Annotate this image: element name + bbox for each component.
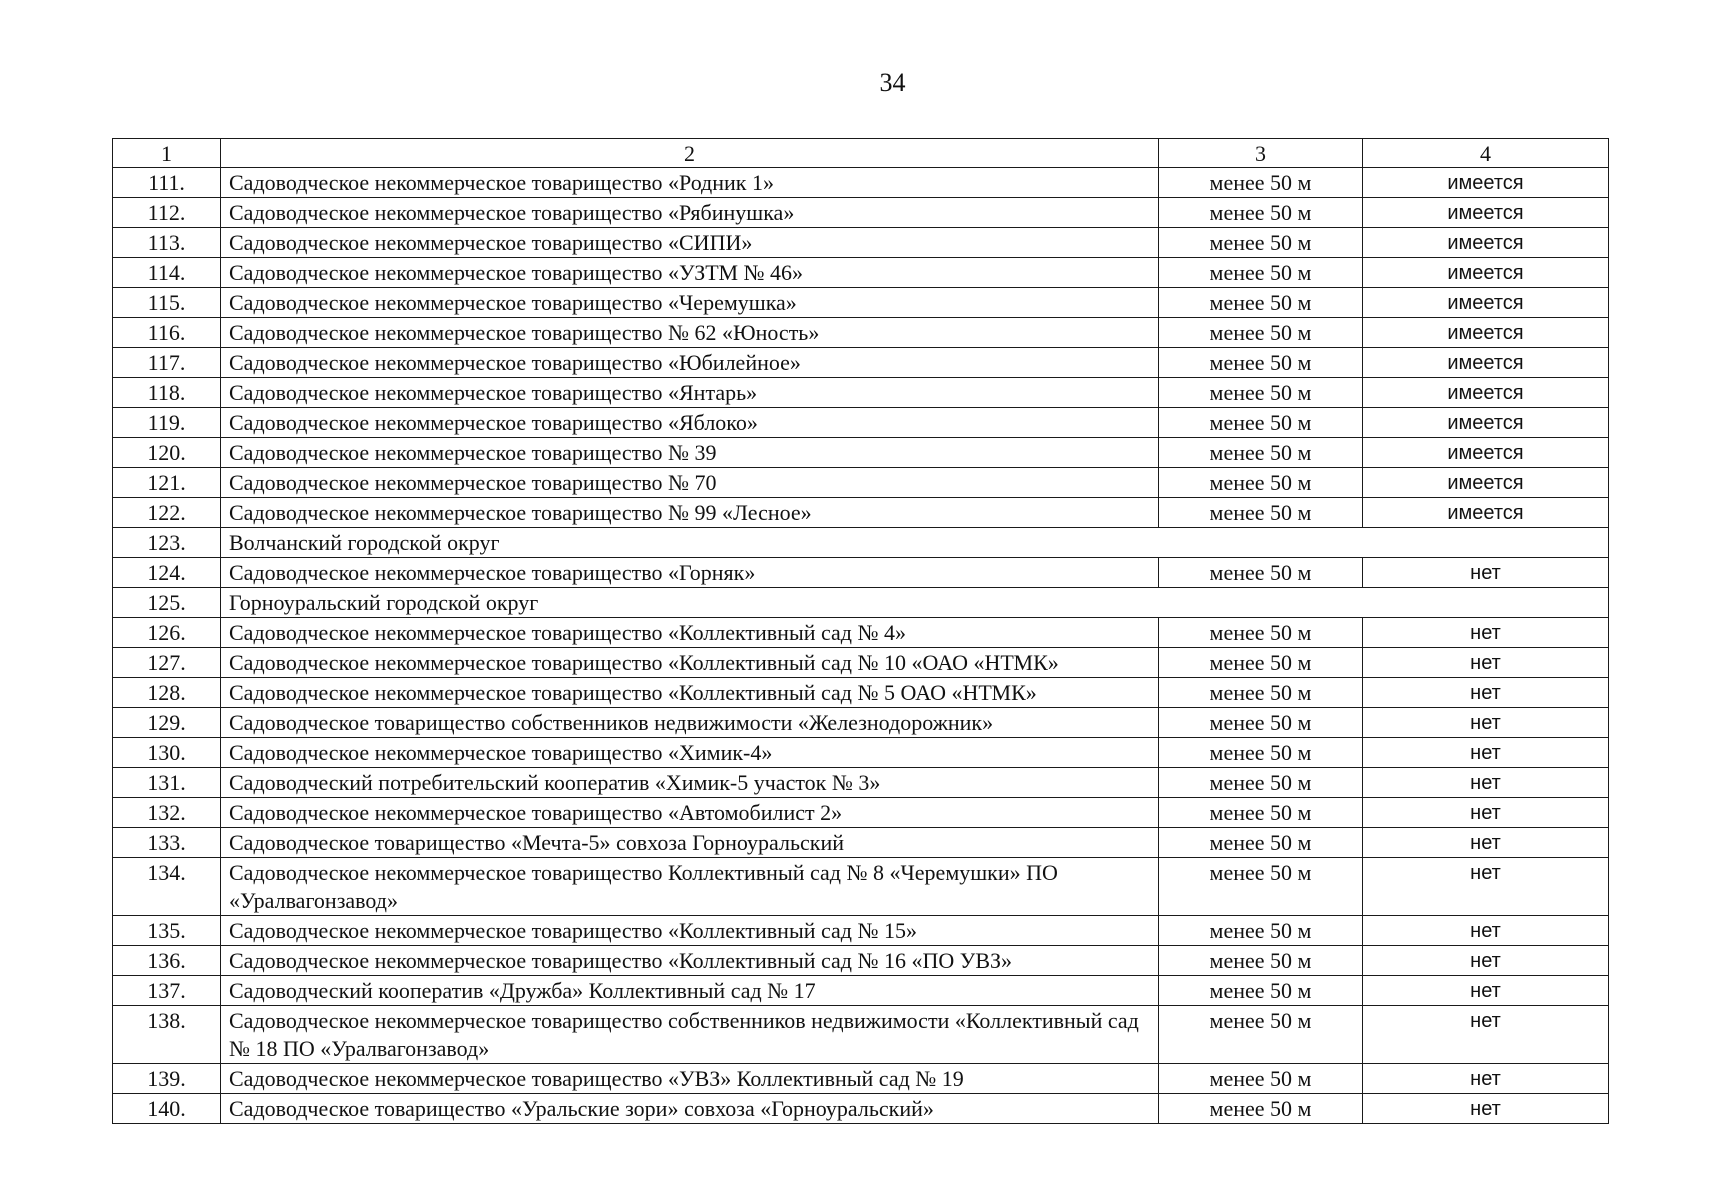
table-row xyxy=(113,198,1609,228)
distance-cell: менее 50 м xyxy=(1159,648,1363,678)
availability-cell: имеется xyxy=(1363,378,1609,408)
table-row xyxy=(113,708,1609,738)
section-title: Горноуральский городской округ xyxy=(221,588,1609,618)
table-row xyxy=(113,678,1609,708)
availability-cell: нет xyxy=(1363,1006,1609,1064)
organization-name: Садоводческое некоммерческое товарищество «Черемушка» xyxy=(221,288,1159,318)
page-number: 34 xyxy=(879,68,906,97)
row-number: 121. xyxy=(113,468,221,498)
data-table xyxy=(112,138,1609,1124)
distance-cell: менее 50 м xyxy=(1159,1094,1363,1124)
distance-cell: менее 50 м xyxy=(1159,618,1363,648)
table-row xyxy=(113,618,1609,648)
row-number: 134. xyxy=(113,858,221,916)
section-row xyxy=(113,588,1609,618)
table-row xyxy=(113,228,1609,258)
distance-cell: менее 50 м xyxy=(1159,976,1363,1006)
availability-cell: имеется xyxy=(1363,318,1609,348)
distance-cell: менее 50 м xyxy=(1159,678,1363,708)
row-number: 112. xyxy=(113,198,221,228)
distance-cell: менее 50 м xyxy=(1159,738,1363,768)
distance-cell: менее 50 м xyxy=(1159,408,1363,438)
distance-cell: менее 50 м xyxy=(1159,916,1363,946)
row-number: 140. xyxy=(113,1094,221,1124)
table-row xyxy=(113,1064,1609,1094)
organization-name: Садоводческое некоммерческое товарищество «УЗТМ № 46» xyxy=(221,258,1159,288)
row-number: 114. xyxy=(113,258,221,288)
row-number: 116. xyxy=(113,318,221,348)
organization-name: Садоводческое товарищество собственников недвижимости «Железнодорожник» xyxy=(221,708,1159,738)
distance-cell: менее 50 м xyxy=(1159,768,1363,798)
distance-cell: менее 50 м xyxy=(1159,378,1363,408)
table-row xyxy=(113,408,1609,438)
table-body xyxy=(113,168,1609,1124)
row-number: 117. xyxy=(113,348,221,378)
distance-cell: менее 50 м xyxy=(1159,228,1363,258)
organization-name: Садоводческое некоммерческое товарищество № 70 xyxy=(221,468,1159,498)
table-row xyxy=(113,768,1609,798)
table-row xyxy=(113,858,1609,916)
organization-name: Садоводческое некоммерческое товарищество «Горняк» xyxy=(221,558,1159,588)
table-row xyxy=(113,288,1609,318)
availability-cell: нет xyxy=(1363,916,1609,946)
organization-name: Садоводческий потребительский кооператив «Химик-5 участок № 3» xyxy=(221,768,1159,798)
organization-name: Садоводческое товарищество «Уральские зори» совхоза «Горноуральский» xyxy=(221,1094,1159,1124)
availability-cell: нет xyxy=(1363,946,1609,976)
organization-name: Садоводческое некоммерческое товарищество «УВЗ» Коллективный сад № 19 xyxy=(221,1064,1159,1094)
availability-cell: нет xyxy=(1363,1094,1609,1124)
section-row xyxy=(113,528,1609,558)
availability-cell: имеется xyxy=(1363,168,1609,198)
row-number: 131. xyxy=(113,768,221,798)
organization-name: Садоводческое некоммерческое товарищество «Коллективный сад № 15» xyxy=(221,916,1159,946)
organization-name: Садоводческое некоммерческое товарищество «Химик-4» xyxy=(221,738,1159,768)
availability-cell: нет xyxy=(1363,678,1609,708)
distance-cell: менее 50 м xyxy=(1159,498,1363,528)
row-number: 119. xyxy=(113,408,221,438)
availability-cell: имеется xyxy=(1363,498,1609,528)
organization-name: Садоводческое некоммерческое товарищество «Автомобилист 2» xyxy=(221,798,1159,828)
row-number: 120. xyxy=(113,438,221,468)
table-row xyxy=(113,828,1609,858)
table-row xyxy=(113,558,1609,588)
organization-name: Садоводческое некоммерческое товарищество «Коллективный сад № 5 ОАО «НТМК» xyxy=(221,678,1159,708)
distance-cell: менее 50 м xyxy=(1159,858,1363,916)
table-row xyxy=(113,916,1609,946)
organization-name: Садоводческое некоммерческое товарищество «Коллективный сад № 16 «ПО УВЗ» xyxy=(221,946,1159,976)
row-number: 130. xyxy=(113,738,221,768)
header-col-4: 4 xyxy=(1363,139,1609,168)
organization-name: Садоводческое некоммерческое товарищество № 39 xyxy=(221,438,1159,468)
distance-cell: менее 50 м xyxy=(1159,946,1363,976)
table-row xyxy=(113,1006,1609,1064)
row-number: 124. xyxy=(113,558,221,588)
row-number: 129. xyxy=(113,708,221,738)
availability-cell: нет xyxy=(1363,828,1609,858)
row-number: 128. xyxy=(113,678,221,708)
header-col-3: 3 xyxy=(1159,139,1363,168)
row-number: 123. xyxy=(113,528,221,558)
distance-cell: менее 50 м xyxy=(1159,288,1363,318)
table-row xyxy=(113,318,1609,348)
organization-name: Садоводческое некоммерческое товарищество № 62 «Юность» xyxy=(221,318,1159,348)
distance-cell: менее 50 м xyxy=(1159,1064,1363,1094)
organization-name: Садоводческое некоммерческое товарищество «Коллективный сад № 10 «ОАО «НТМК» xyxy=(221,648,1159,678)
row-number: 125. xyxy=(113,588,221,618)
row-number: 138. xyxy=(113,1006,221,1064)
organization-name: Садоводческое некоммерческое товарищество «Родник 1» xyxy=(221,168,1159,198)
table-row xyxy=(113,438,1609,468)
organization-name: Садоводческое некоммерческое товарищество «Яблоко» xyxy=(221,408,1159,438)
organization-name: Садоводческое некоммерческое товарищество «Юбилейное» xyxy=(221,348,1159,378)
distance-cell: менее 50 м xyxy=(1159,468,1363,498)
availability-cell: имеется xyxy=(1363,258,1609,288)
row-number: 126. xyxy=(113,618,221,648)
distance-cell: менее 50 м xyxy=(1159,798,1363,828)
availability-cell: имеется xyxy=(1363,198,1609,228)
row-number: 132. xyxy=(113,798,221,828)
section-title: Волчанский городской округ xyxy=(221,528,1609,558)
table-row xyxy=(113,498,1609,528)
row-number: 118. xyxy=(113,378,221,408)
organization-name: Садоводческое некоммерческое товарищество № 99 «Лесное» xyxy=(221,498,1159,528)
availability-cell: нет xyxy=(1363,648,1609,678)
organization-name: Садоводческое некоммерческое товарищество «Янтарь» xyxy=(221,378,1159,408)
row-number: 139. xyxy=(113,1064,221,1094)
organization-name: Садоводческое некоммерческое товарищество «СИПИ» xyxy=(221,228,1159,258)
table-row xyxy=(113,348,1609,378)
availability-cell: нет xyxy=(1363,738,1609,768)
availability-cell: нет xyxy=(1363,708,1609,738)
availability-cell: нет xyxy=(1363,798,1609,828)
row-number: 122. xyxy=(113,498,221,528)
availability-cell: имеется xyxy=(1363,468,1609,498)
availability-cell: нет xyxy=(1363,618,1609,648)
table-row xyxy=(113,798,1609,828)
table-row xyxy=(113,258,1609,288)
organization-name: Садоводческий кооператив «Дружба» Коллективный сад № 17 xyxy=(221,976,1159,1006)
availability-cell: имеется xyxy=(1363,348,1609,378)
table-row xyxy=(113,378,1609,408)
availability-cell: имеется xyxy=(1363,228,1609,258)
row-number: 113. xyxy=(113,228,221,258)
header-col-1: 1 xyxy=(113,139,221,168)
organization-name: Садоводческое некоммерческое товарищество «Рябинушка» xyxy=(221,198,1159,228)
table-row xyxy=(113,648,1609,678)
distance-cell: менее 50 м xyxy=(1159,198,1363,228)
table-header-row xyxy=(113,139,1609,168)
distance-cell: менее 50 м xyxy=(1159,828,1363,858)
distance-cell: менее 50 м xyxy=(1159,708,1363,738)
availability-cell: имеется xyxy=(1363,408,1609,438)
availability-cell: имеется xyxy=(1363,438,1609,468)
table-row xyxy=(113,1094,1609,1124)
organization-name: Садоводческое некоммерческое товарищество «Коллективный сад № 4» xyxy=(221,618,1159,648)
distance-cell: менее 50 м xyxy=(1159,1006,1363,1064)
distance-cell: менее 50 м xyxy=(1159,348,1363,378)
distance-cell: менее 50 м xyxy=(1159,558,1363,588)
table-row xyxy=(113,976,1609,1006)
availability-cell: имеется xyxy=(1363,288,1609,318)
row-number: 127. xyxy=(113,648,221,678)
availability-cell: нет xyxy=(1363,1064,1609,1094)
row-number: 115. xyxy=(113,288,221,318)
table-row xyxy=(113,738,1609,768)
distance-cell: менее 50 м xyxy=(1159,168,1363,198)
row-number: 136. xyxy=(113,946,221,976)
organization-name: Садоводческое товарищество «Мечта-5» совхоза Горноуральский xyxy=(221,828,1159,858)
distance-cell: менее 50 м xyxy=(1159,318,1363,348)
row-number: 135. xyxy=(113,916,221,946)
header-col-2: 2 xyxy=(221,139,1159,168)
organization-name: Садоводческое некоммерческое товарищество собственников недвижимости «Коллективный сад № 18 ПО «Уралвагонзавод» xyxy=(221,1006,1159,1064)
row-number: 137. xyxy=(113,976,221,1006)
row-number: 111. xyxy=(113,168,221,198)
availability-cell: нет xyxy=(1363,558,1609,588)
table-row xyxy=(113,168,1609,198)
organization-name: Садоводческое некоммерческое товарищество Коллективный сад № 8 «Черемушки» ПО «Уралвагонзавод» xyxy=(221,858,1159,916)
distance-cell: менее 50 м xyxy=(1159,438,1363,468)
distance-cell: менее 50 м xyxy=(1159,258,1363,288)
availability-cell: нет xyxy=(1363,976,1609,1006)
availability-cell: нет xyxy=(1363,768,1609,798)
availability-cell: нет xyxy=(1363,858,1609,916)
row-number: 133. xyxy=(113,828,221,858)
table-row xyxy=(113,468,1609,498)
table-row xyxy=(113,946,1609,976)
